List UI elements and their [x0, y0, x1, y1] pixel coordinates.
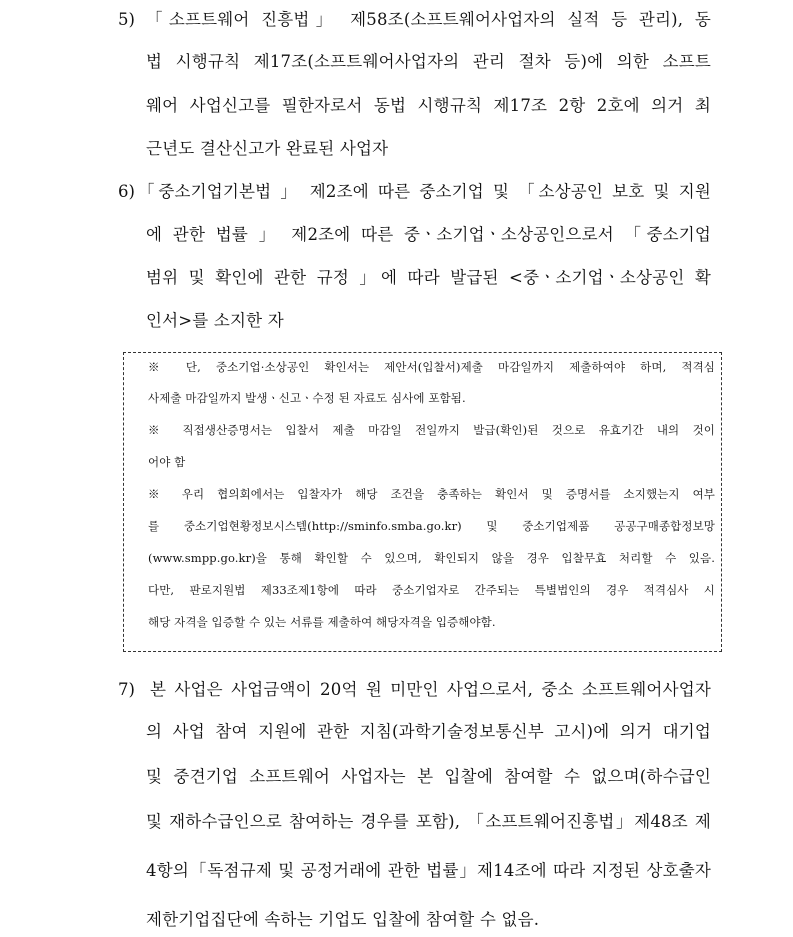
item-line: 및 중견기업 소프트웨어 사업자는 본 입찰에 참여할 수 없으며(하수급인 [146, 767, 711, 786]
notice-line: ※ 우리 협의회에서는 입찰자가 해당 조건을 충족하는 확인서 및 증명서를 소지했는지 여부 [148, 487, 715, 501]
notice-line: 해당 자격을 입증할 수 있는 서류를 제출하여 해당자격을 입증해야함. [148, 615, 496, 629]
notice-line: (www.smpp.go.kr)을 통해 확인할 수 있으며, 확인되지 않을 경우 입찰무효 처리할 수 있음. [148, 551, 715, 565]
item-line: 범위 및 확인에 관한 규정 」에 따라 발급된 <중ㆍ소기업ㆍ소상공인 확 [146, 268, 711, 287]
item-number: 7) [118, 680, 135, 699]
item-line: 웨어 사업신고를 필한자로서 동법 시행규칙 제17조 2항 2호에 의거 최 [146, 96, 711, 115]
notice-box [123, 352, 722, 652]
item-line: 인서>를 소지한 자 [146, 311, 284, 330]
notice-line: 를 중소기업현황정보시스템(http://sminfo.smba.go.kr) 및 중소기업제품 공공구매종합정보망 [148, 519, 715, 533]
item-number: 6) [118, 182, 135, 201]
notice-line: 사제출 마감일까지 발생ㆍ신고ㆍ수정 된 자료도 심사에 포함됨. [148, 391, 466, 405]
notice-line: 다만, 판로지원법 제33조제1항에 따라 중소기업자로 간주되는 특별법인의 경우 적격심사 시 [148, 583, 715, 597]
item-line: 및 재하수급인으로 참여하는 경우를 포함), 「소프트웨어진흥법」제48조 제 [146, 812, 711, 831]
item-line: 4항의「독점규제 및 공정거래에 관한 법률」제14조에 따라 지정된 상호출자 [146, 861, 711, 880]
notice-line: ※ 단, 중소기업·소상공인 확인서는 제안서(입찰서)제출 마감일까지 제출하여야 하며, 적격심 [148, 360, 715, 374]
item-line: 「소프트웨어 진흥법」 제58조(소프트웨어사업자의 실적 등 관리), 동 [146, 10, 711, 29]
item-line: 근년도 결산신고가 완료된 사업자 [146, 139, 389, 158]
item-line: 의 사업 참여 지원에 관한 지침(과학기술정보통신부 고시)에 의거 대기업 [146, 722, 711, 741]
item-line: 「중소기업기본법 」 제2조에 따른 중소기업 및 「소상공인 보호 및 지원 [138, 182, 711, 201]
notice-line: 어야 함 [148, 455, 186, 469]
item-number: 5) [118, 10, 135, 29]
item-line: 에 관한 법률 」 제2조에 따른 중ㆍ소기업ㆍ소상공인으로서 「중소기업 [146, 225, 711, 244]
item-line: 법 시행규칙 제17조(소프트웨어사업자의 관리 절차 등)에 의한 소프트 [146, 52, 711, 71]
item-line: 본 사업은 사업금액이 20억 원 미만인 사업으로서, 중소 소프트웨어사업자 [150, 680, 711, 699]
notice-line: ※ 직접생산증명서는 입찰서 제출 마감일 전일까지 발급(확인)된 것으로 유효기간 내의 것이 [148, 423, 715, 437]
item-line: 제한기업집단에 속하는 기업도 입찰에 참여할 수 없음. [146, 910, 540, 929]
